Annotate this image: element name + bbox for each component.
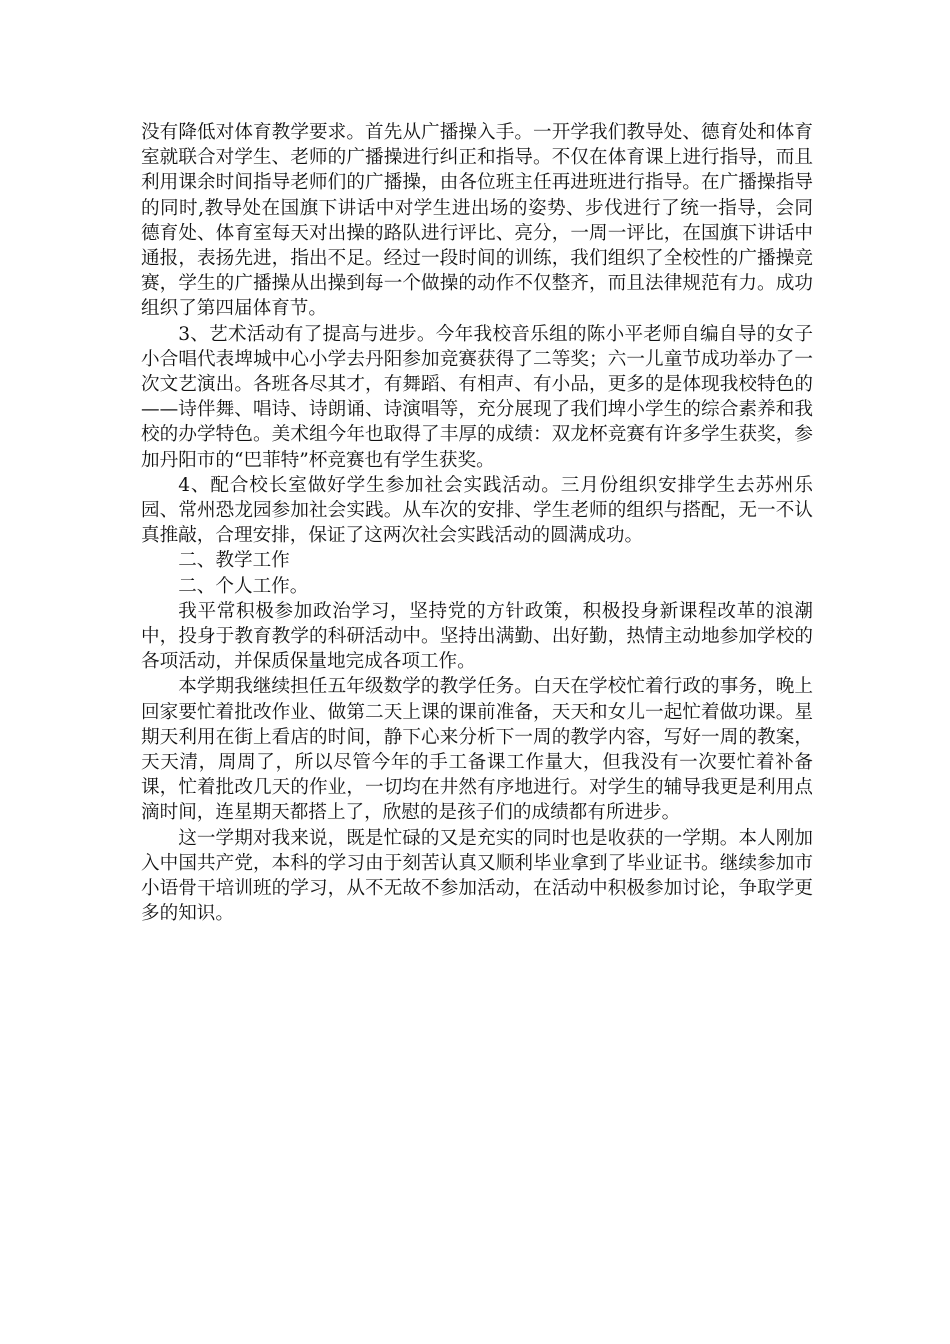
paragraph-5: 本学期我继续担任五年级数学的教学任务。白天在学校忙着行政的事务，晚上回家要忙着批改作业、做第二天上课的课前准备，天天和女儿一起忙着做功课。星期天利用在街上看店的时间，静下心来分析下一周的教学内容，写好一周的教案，天天清，周周了，所以尽管今年的手工备课工作量大，但我没有一次要忙着补备课，忙着批改几天的作业，一切均在井然有序地进行。对学生的辅导我更是利用点滴时间，连星期天都搭上了，欣慰的是孩子们的成绩都有所进步。 — [141, 676, 813, 824]
paragraph-2: 3、艺术活动有了提高与进步。今年我校音乐组的陈小平老师自编自导的女子小合唱代表埤城中心小学去丹阳参加竞赛获得了二等奖；六一儿童节成功举办了一次文艺演出。各班各尽其才，有舞蹈、有相声、有小品，更多的是体现我校特色的——诗伴舞、唱诗、诗朗诵、诗演唱等，充分展现了我们埤小学生的综合素养和我校的办学特色。美术组今年也取得了丰厚的成绩：双龙杯竞赛有许多学生获奖，参加丹阳市的“巴菲特”杯竞赛也有学生获奖。 — [141, 323, 813, 471]
paragraph-4: 我平常积极参加政治学习，坚持党的方针政策，积极投身新课程改革的浪潮中，投身于教育教学的科研活动中。坚持出满勤、出好勤，热情主动地参加学校的各项活动，并保质保量地完成各项工作。 — [141, 600, 813, 673]
section-heading-teaching: 二、教学工作 — [178, 550, 290, 572]
document-body — [141, 120, 813, 927]
paragraph-1: 没有降低对体育教学要求。首先从广播操入手。一开学我们教导处、德育处和体育室就联合对学生、老师的广播操进行纠正和指导。不仅在体育课上进行指导，而且利用课余时间指导老师们的广播操，由各位班主任再进班进行指导。在广播操指导的同时,教导处在国旗下讲话中对学生进出场的姿势、步伐进行了统一指导，会同德育处、体育室每天对出操的路队进行评比、亮分，一周一评比，在国旗下讲话中通报，表扬先进，指出不足。经过一段时间的训练，我们组织了全校性的广播操竞赛，学生的广播操从出操到每一个做操的动作不仅整齐，而且法律规范有力。成功组织了第四届体育节。 — [141, 122, 813, 320]
paragraph-6: 这一学期对我来说，既是忙碌的又是充实的同时也是收获的一学期。本人刚加入中国共产党，本科的学习由于刻苦认真又顺利毕业拿到了毕业证书。继续参加市小语骨干培训班的学习，从不无故不参加活动，在活动中积极参加讨论，争取学更多的知识。 — [141, 827, 813, 925]
paragraph-3: 4、配合校长室做好学生参加社会实践活动。三月份组织安排学生去苏州乐园、常州恐龙园参加社会实践。从车次的安排、学生老师的组织与搭配，无一不认真推敲，合理安排，保证了这两次社会实践活动的圆满成功。 — [141, 474, 813, 547]
section-heading-personal: 二、个人工作。 — [178, 575, 309, 597]
